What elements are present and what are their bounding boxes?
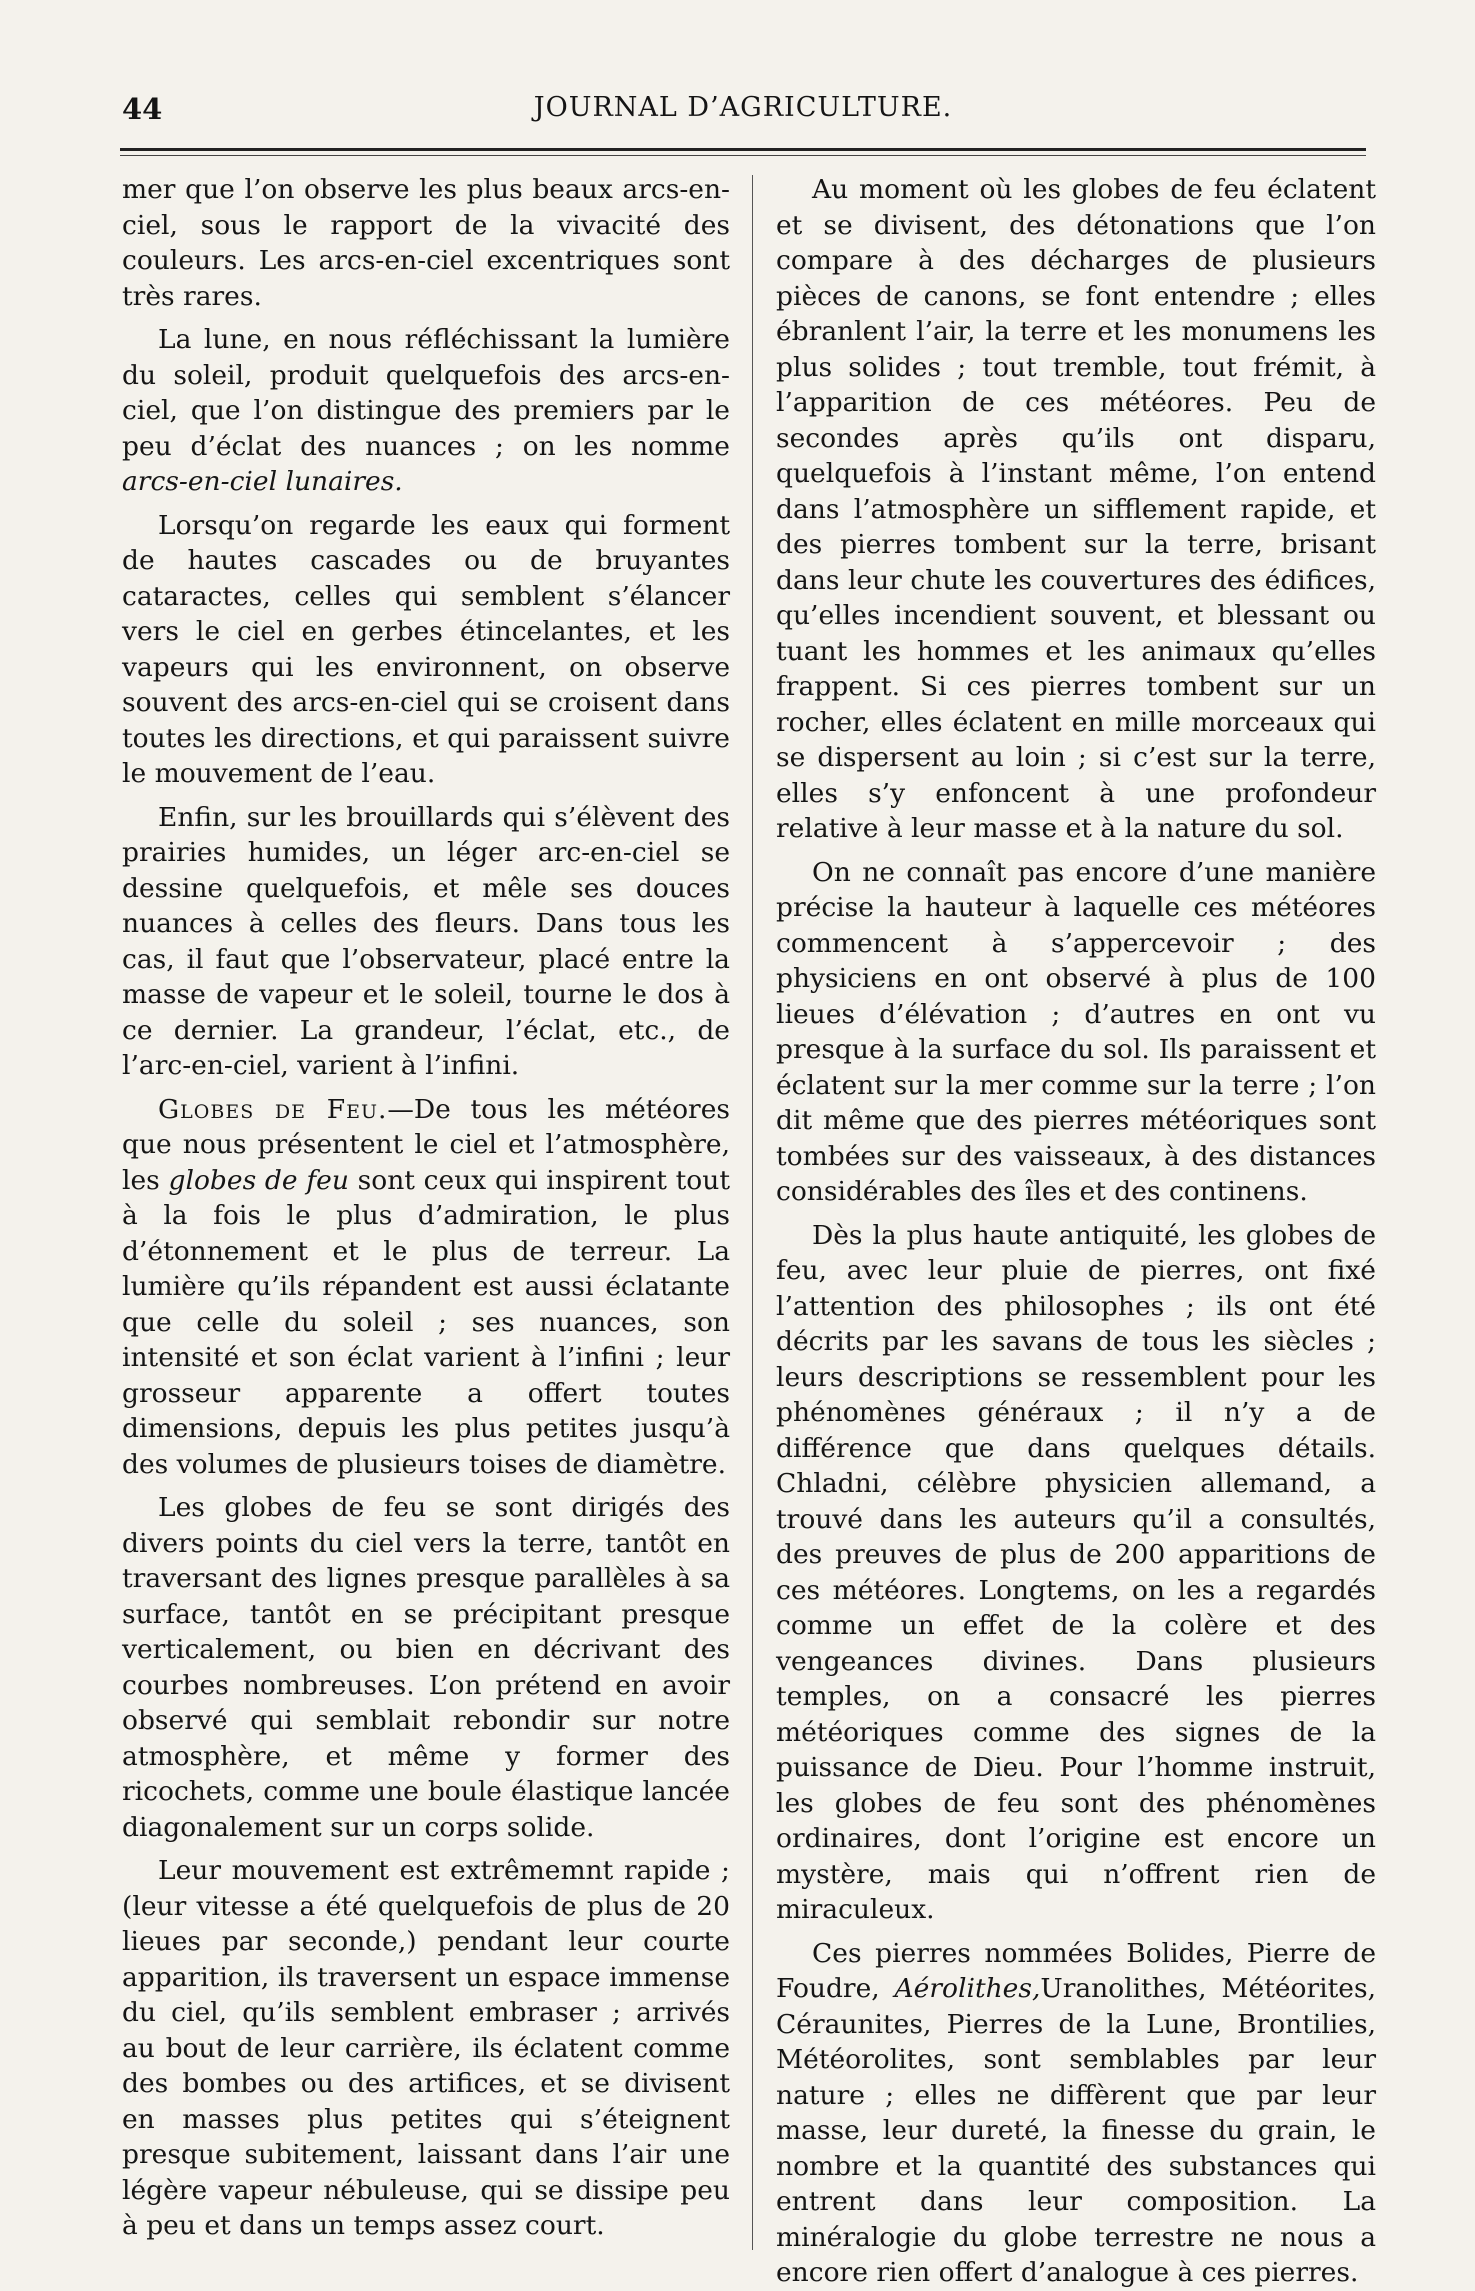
page-number: 44 xyxy=(122,92,163,126)
paragraph-text: La lune, en nous réfléchissant la lumière du soleil, produit quelquefois des arcs-en-ciel, que l’on distingue des premiers par le peu d’éclat des nuances ; on les nomme xyxy=(122,324,730,462)
paragraph: Les globes de feu se sont dirigés des divers points du ciel vers la terre, tantôt en traversant des lignes presque parallèles à sa surface, tantôt en se précipitant presque verticalement, ou bien en décrivant des courbes nombreuses. L’on prétend en avoir observé qui semblait rebondir sur notre atmosphère, et même y former des ricochets, comme une boule élastique lancée diagonalement sur un corps solide. xyxy=(122,1492,730,1843)
paragraph xyxy=(776,1936,1376,2291)
paragraph: Enfin, sur les brouillards qui s’élèvent des prairies humides, un léger arc-en-ciel se dessine quelquefois, et mêle ses douces nuances à celles des fleurs. Dans tous les cas, il faut que l’observateur, placé entre la masse de vapeur et le soleil, tourne le dos à ce dernier. La grandeur, l’éclat, etc., de l’arc-en-ciel, varient à l’infini. xyxy=(122,801,730,1081)
paragraph: Au moment où les globes de feu éclatent et se divisent, des détonations que l’on compare à des décharges de plusieurs pièces de canons, se font entendre ; elles ébranlent l’air, la terre et les monumens les plus solides ; tout tremble, tout frémit, à l’apparition de ces météores. Peu de secondes après qu’ils ont disparu, quelquefois à l’instant même, l’on entend dans l’atmosphère un sifflement rapide, et des pierres tombent sur la terre, brisant dans leur chute les couvertures des édifices, qu’elles incendient souvent, et blessant ou tuant les hommes et les animaux qu’elles frappent. Si ces pierres tombent sur un rocher, elles éclatent en mille morceaux qui se dispersent au loin ; si c’est sur la terre, elles s’y enfoncent à une profondeur relative à leur masse et à la nature du sol. xyxy=(776,174,1376,844)
left-column xyxy=(122,172,730,2252)
paragraph: mer que l’on observe les plus beaux arcs-en-ciel, sous le rapport de la vivacité des couleurs. Les arcs-en-ciel excentriques sont très rares. xyxy=(122,174,730,312)
paragraph: Dès la plus haute antiquité, les globes de feu, avec leur pluie de pierres, ont fixé l’attention des philosophes ; ils ont été décrits par les savans de tous les siècles ; leurs descriptions se ressemblent pour les phénomènes généraux ; il n’y a de différence que dans quelques détails. Chladni, célèbre physicien allemand, a trouvé dans les auteurs qu’il a consultés, des preuves de plus de 200 apparitions de ces météores. Longtems, on les a regardés comme un effet de la colère et des vengeances divines. Dans plusieurs temples, on a consacré les pierres météoriques comme des signes de la puissance de Dieu. Pour l’homme instruit, les globes de feu sont des phénomènes ordinaires, dont l’origine est encore un mystère, mais qui n’offrent rien de miraculeux. xyxy=(776,1219,1376,1925)
page-header xyxy=(122,92,1364,140)
column-divider xyxy=(752,175,753,2250)
paragraph-text: Uranolithes, Météorites, Céraunites, Pierres de la Lune, Brontilies, Météorolites, sont semblables par leur nature ; elles ne diffèrent que par leur masse, leur dureté, la finesse du grain, le nombre et la quantité des substances qui entrent dans leur composition. La minéralogie du globe terrestre ne nous a encore rien offert d’analogue à ces pierres. xyxy=(776,1973,1376,2288)
paragraph xyxy=(122,322,730,500)
paragraph xyxy=(122,1092,730,1483)
italic-term: globes de feu xyxy=(168,1164,349,1196)
italic-term: Aérolithes, xyxy=(894,1973,1041,2004)
header-rule-thin xyxy=(120,155,1366,156)
paragraph: On ne connaît pas encore d’une manière précise la hauteur à laquelle ces météores commencent à s’appercevoir ; des physiciens en ont observé à plus de 100 lieues d’élévation ; d’autres en ont vu presque à la surface du sol. Ils paraissent et éclatent sur la mer comme sur la terre ; l’on dit même que des pierres météoriques sont tombées sur des vaisseaux, à des distances considérables des îles et des continens. xyxy=(776,856,1376,1207)
section-heading: Globes de Feu. xyxy=(158,1093,388,1125)
right-column xyxy=(776,172,1376,2288)
paragraph-text: sont ceux qui inspirent tout à la fois le plus d’admiration, le plus d’étonnement et le plus de terreur. La lumière qu’ils répandent est aussi éclatante que celle du soleil ; ses nuances, son intensité et son éclat varient à l’infini ; leur grosseur apparente a offert toutes dimensions, depuis les plus petites jusqu’à des volumes de plusieurs toises de diamètre. xyxy=(122,1164,730,1480)
paragraph-text: —De tous les météores que nous présentent le ciel et l’atmosphère, les xyxy=(122,1093,730,1196)
paragraph-text: Ces pierres nommées Bolides, Pierre de Foudre, xyxy=(776,1937,1376,2004)
running-title: JOURNAL D’AGRICULTURE. xyxy=(533,92,953,123)
header-rule xyxy=(120,148,1366,151)
paragraph: Leur mouvement est extrêmemnt rapide ; (leur vitesse a été quelquefois de plus de 20 lieues par seconde,) pendant leur courte apparition, ils traversent un espace immense du ciel, qu’ils semblent embraser ; arrivés au bout de leur carrière, ils éclatent comme des bombes ou des artifices, et se divisent en masses plus petites qui s’éteignent presque subitement, laissant dans l’air une légère vapeur nébuleuse, qui se dissipe peu à peu et dans un temps assez court. xyxy=(122,1855,730,2241)
italic-term: arcs-en-ciel lunaires. xyxy=(122,466,403,497)
paragraph: Lorsqu’on regarde les eaux qui forment de hautes cascades ou de bruyantes cataractes, celles qui semblent s’élancer vers le ciel en gerbes étincelantes, et les vapeurs qui les environnent, on observe souvent des arcs-en-ciel qui se croisent dans toutes les directions, et qui paraissent suivre le mouvement de l’eau. xyxy=(122,509,730,789)
